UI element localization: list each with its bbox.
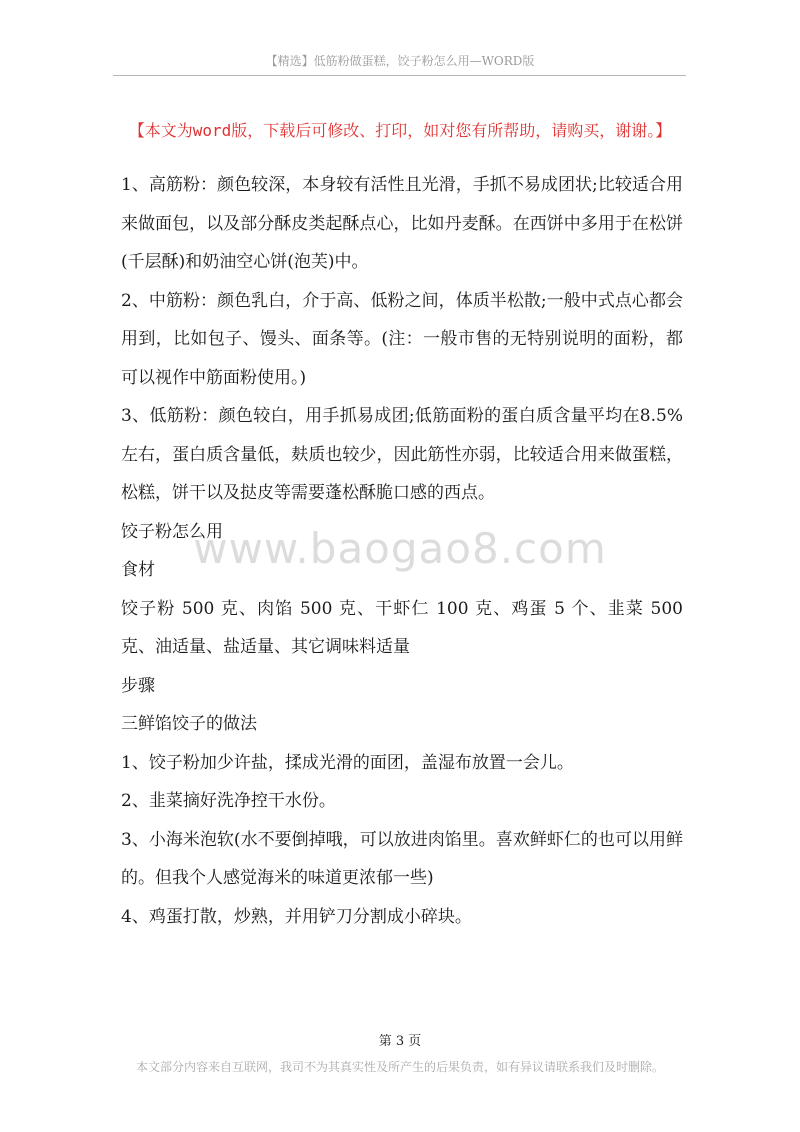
recipe-title: 三鲜馅饺子的做法	[121, 714, 257, 734]
step-1: 1、饺子粉加少许盐，揉成光滑的面团，盖湿布放置一会儿。	[121, 752, 574, 773]
download-notice: 【本文为word版，下载后可修改、打印，如对您有所帮助，请购买，谢谢。】	[128, 121, 672, 140]
ingredients-list: 饺子粉 500 克、肉馅 500 克、干虾仁 100 克、鸡蛋 5 个、韭菜 500 克、油适量、盐适量、其它调味料适量	[121, 598, 683, 657]
paragraph-low-gluten: 3、低筋粉：颜色较白，用手抓易成团;低筋面粉的蛋白质含量平均在8.5%左右，蛋白质含量低，麸质也较少，因此筋性亦弱，比较适合用来做蛋糕，松糕，饼干以及挞皮等需要蓬松酥脆口感的西点。	[121, 406, 683, 503]
page-header: 【精选】低筋粉做蛋糕，饺子粉怎么用—WORD版	[265, 54, 535, 68]
section-heading-steps: 步骤	[121, 675, 155, 696]
step-4: 4、鸡蛋打散，炒熟，并用铲刀分割成小碎块。	[121, 906, 472, 927]
page-footer: 本文部分内容来自互联网，我司不为其真实性及所产生的后果负责，如有异议请联系我们及时删除。	[135, 1060, 664, 1074]
section-heading-dumpling-flour: 饺子粉怎么用	[121, 521, 223, 542]
page-number: 第 3 页	[378, 1034, 422, 1049]
header-divider	[113, 75, 686, 76]
step-3: 3、小海米泡软(水不要倒掉哦，可以放进肉馅里。喜欢鲜虾仁的也可以用鲜的。但我个人感觉海米的味道更浓郁一些)	[121, 829, 683, 888]
paragraph-medium-gluten: 2、中筋粉：颜色乳白，介于高、低粉之间，体质半松散;一般中式点心都会用到，比如包子、馒头、面条等。(注：一般市售的无特别说明的面粉，都可以视作中筋面粉使用。)	[121, 290, 683, 388]
paragraph-high-gluten: 1、高筋粉：颜色较深，本身较有活性且光滑，手抓不易成团状;比较适合用来做面包，以及部分酥皮类起酥点心，比如丹麦酥。在西饼中多用于在松饼(千层酥)和奶油空心饼(泡芙)中。	[121, 175, 683, 272]
section-heading-ingredients: 食材	[121, 560, 155, 580]
step-2: 2、韭菜摘好洗净控干水份。	[121, 791, 336, 811]
watermark: www.baogao8.com	[193, 524, 607, 573]
